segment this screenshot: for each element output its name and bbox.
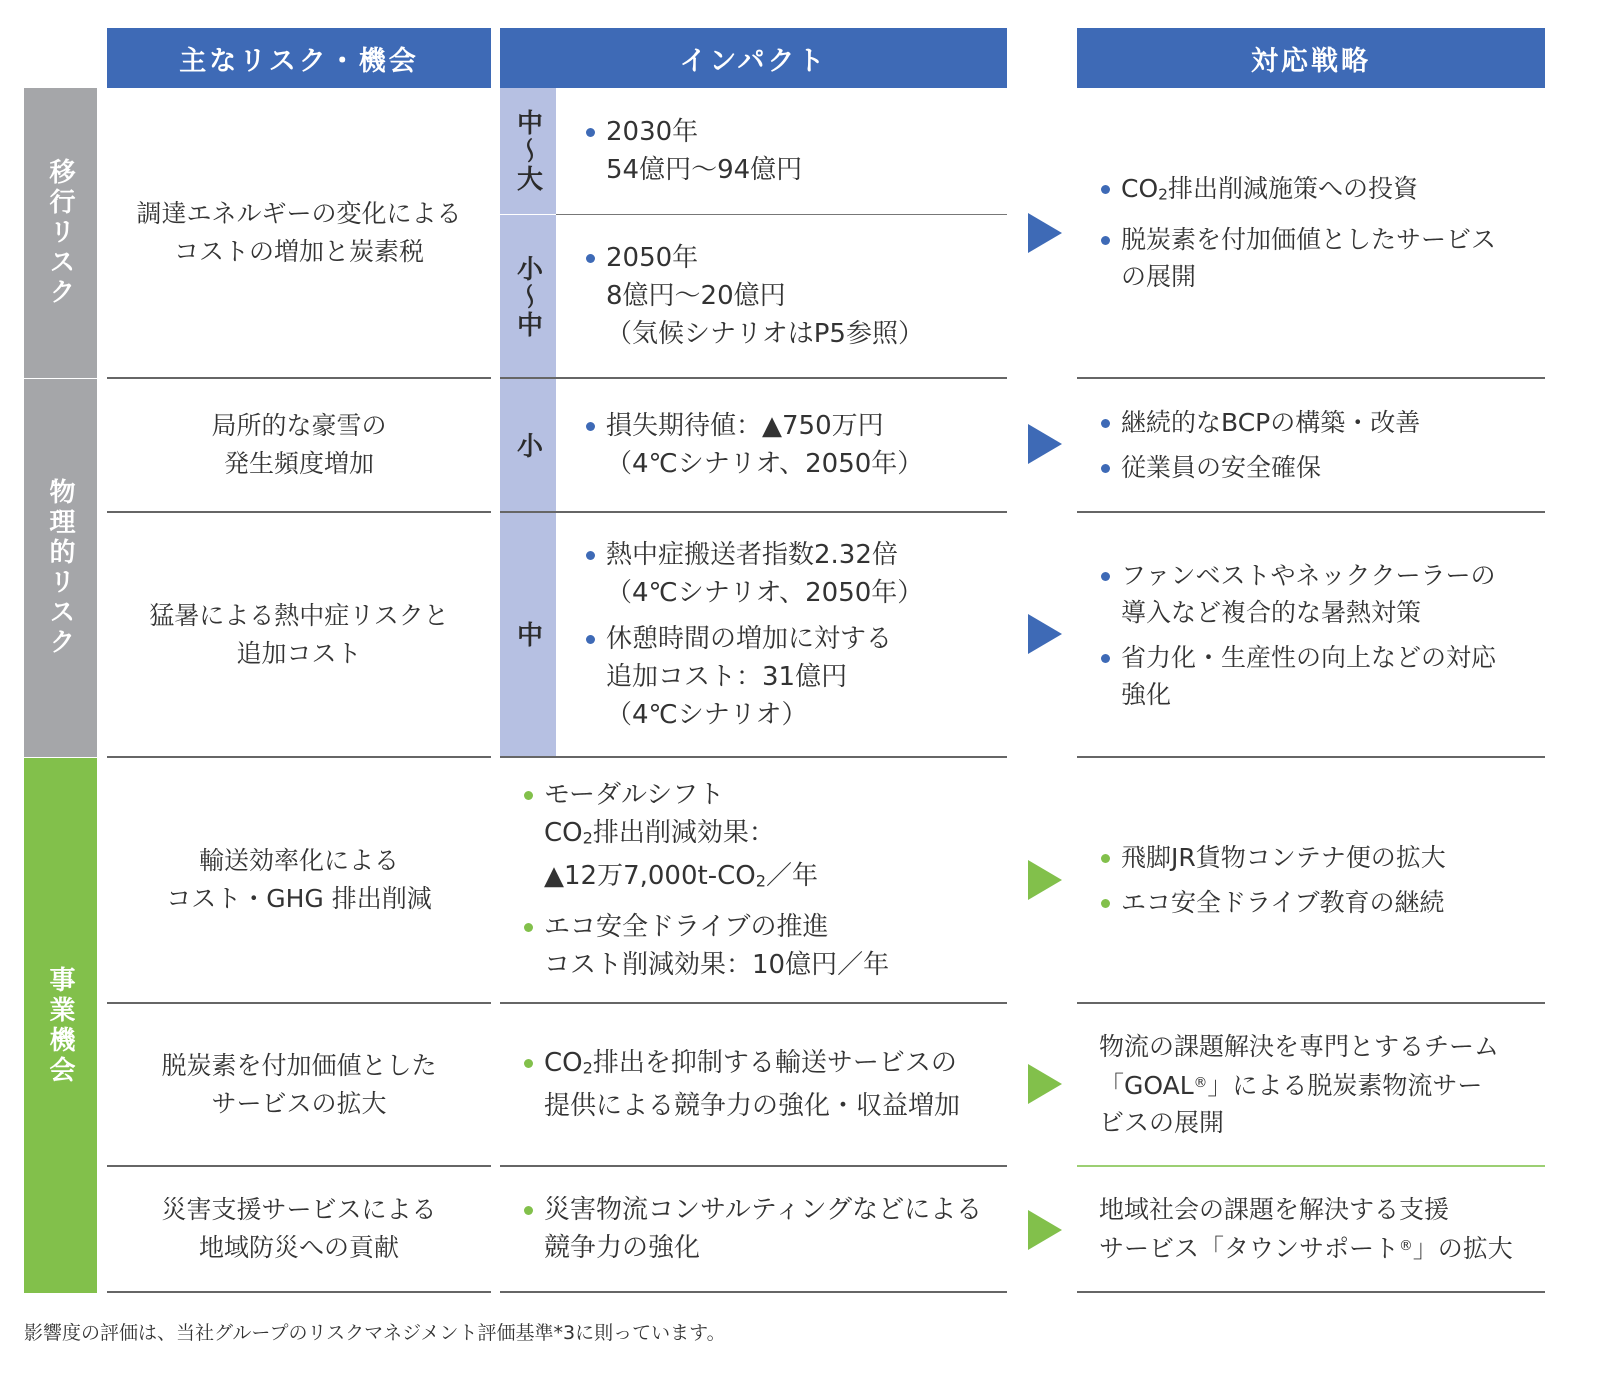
- risk-cell-heavy-snow: 局所的な豪雪の 発生頻度増加: [211, 411, 387, 478]
- impact-cell-heat: [584, 513, 1004, 756]
- strategy-cell-energy: [1099, 88, 1539, 377]
- list-item: $CO_2$排出削減施策への投資: [1099, 170, 1539, 213]
- impact-cell-decarbon-service: [522, 1004, 1004, 1165]
- list-item: 災害物流コンサルティングなどによる 競争力の強化: [522, 1191, 1004, 1267]
- arrow-right-icon: [1028, 860, 1062, 900]
- level-low: 小: [500, 379, 556, 512]
- list-item: 休憩時間の増加に対する 追加コスト：31億円 （4℃シナリオ）: [584, 620, 1004, 734]
- list-item: 脱炭素を付加価値としたサービス の展開: [1099, 221, 1539, 295]
- list-item: 従業員の安全確保: [1099, 449, 1539, 486]
- arrow-right-icon: [1028, 1210, 1062, 1250]
- list-item: エコ安全ドライブの推進 コスト削減効果：10億円／年: [522, 908, 1004, 984]
- row-divider: [1077, 1291, 1545, 1293]
- risk-cell-decarbon-service: 脱炭素を付加価値とした サービスの拡大: [161, 1050, 437, 1118]
- impact-cell-transport: [522, 758, 1004, 1002]
- strategy-cell-snow: [1099, 379, 1539, 511]
- risk-cell-energy-cost: 調達エネルギーの変化による コストの増加と炭素税: [136, 198, 462, 266]
- category-transition-risk: 移行リスク: [24, 88, 97, 378]
- footnote: 影響度の評価は、当社グループのリスクマネジメント評価基準*3に則っています。: [24, 1322, 726, 1344]
- list-item: ファンベストやネッククーラーの 導入など複合的な暑熱対策: [1099, 557, 1539, 631]
- list-item: 省力化・生産性の向上などの対応 強化: [1099, 639, 1539, 713]
- level-mid-high: 中〜大: [500, 88, 556, 214]
- level-low-mid: 小〜中: [500, 215, 556, 378]
- strategy-cell-disaster: 地域社会の課題を解決する支援 サービス「タウンサポート®」の拡大: [1099, 1195, 1513, 1263]
- list-item: 継続的なBCPの構築・改善: [1099, 404, 1539, 441]
- list-item: 飛脚JR貨物コンテナ便の拡大: [1099, 839, 1539, 876]
- impact-cell-2030: [584, 88, 1004, 214]
- strategy-cell-heat: [1099, 513, 1539, 756]
- arrow-right-icon: [1028, 213, 1062, 253]
- level-mid: 中: [500, 513, 556, 757]
- row-divider: [500, 1291, 1007, 1293]
- list-item: 熱中症搬送者指数2.32倍 （4℃シナリオ、2050年）: [584, 536, 1004, 612]
- list-item: 損失期待値：▲750万円 （4℃シナリオ、2050年）: [584, 407, 1004, 483]
- impact-cell-disaster: [522, 1167, 1004, 1291]
- header-strategy: 対応戦略: [1077, 28, 1545, 88]
- impact-cell-snow: [584, 379, 1004, 511]
- risk-cell-transport-efficiency: 輸送効率化による コスト・GHG 排出削減: [166, 846, 432, 913]
- arrow-right-icon: [1028, 614, 1062, 654]
- row-divider: [107, 1291, 491, 1293]
- list-item: モーダルシフト $CO_2$排出削減効果： ▲12万$7,000t-CO_2/$年: [522, 776, 1004, 901]
- risk-cell-heat: 猛暑による熱中症リスクと 追加コスト: [149, 600, 449, 668]
- impact-cell-2050: [584, 215, 1004, 377]
- list-item: 2050年 8億円〜20億円 （気候シナリオはP5参照）: [584, 239, 1004, 353]
- strategy-cell-decarbon-service: 物流の課題解決を専門とするチーム 「GOAL®」による脱炭素物流サー ビスの展開: [1099, 1032, 1500, 1137]
- category-business-opportunity: 事業機会: [24, 758, 97, 1293]
- strategy-cell-transport: [1099, 758, 1539, 1002]
- list-item: $CO_2$排出を抑制する輸送サービスの 提供による競争力の強化・収益増加: [522, 1044, 1004, 1125]
- risk-cell-disaster-support: 災害支援サービスによる 地域防災への貢献: [161, 1195, 437, 1262]
- arrow-right-icon: [1028, 424, 1062, 464]
- category-physical-risk: 物理的リスク: [24, 379, 97, 757]
- list-item: エコ安全ドライブ教育の継続: [1099, 884, 1539, 921]
- arrow-right-icon: [1028, 1064, 1062, 1104]
- header-impact: インパクト: [500, 28, 1007, 88]
- list-item: 2030年 54億円〜94億円: [584, 113, 1004, 189]
- header-risk: 主なリスク・機会: [107, 28, 491, 88]
